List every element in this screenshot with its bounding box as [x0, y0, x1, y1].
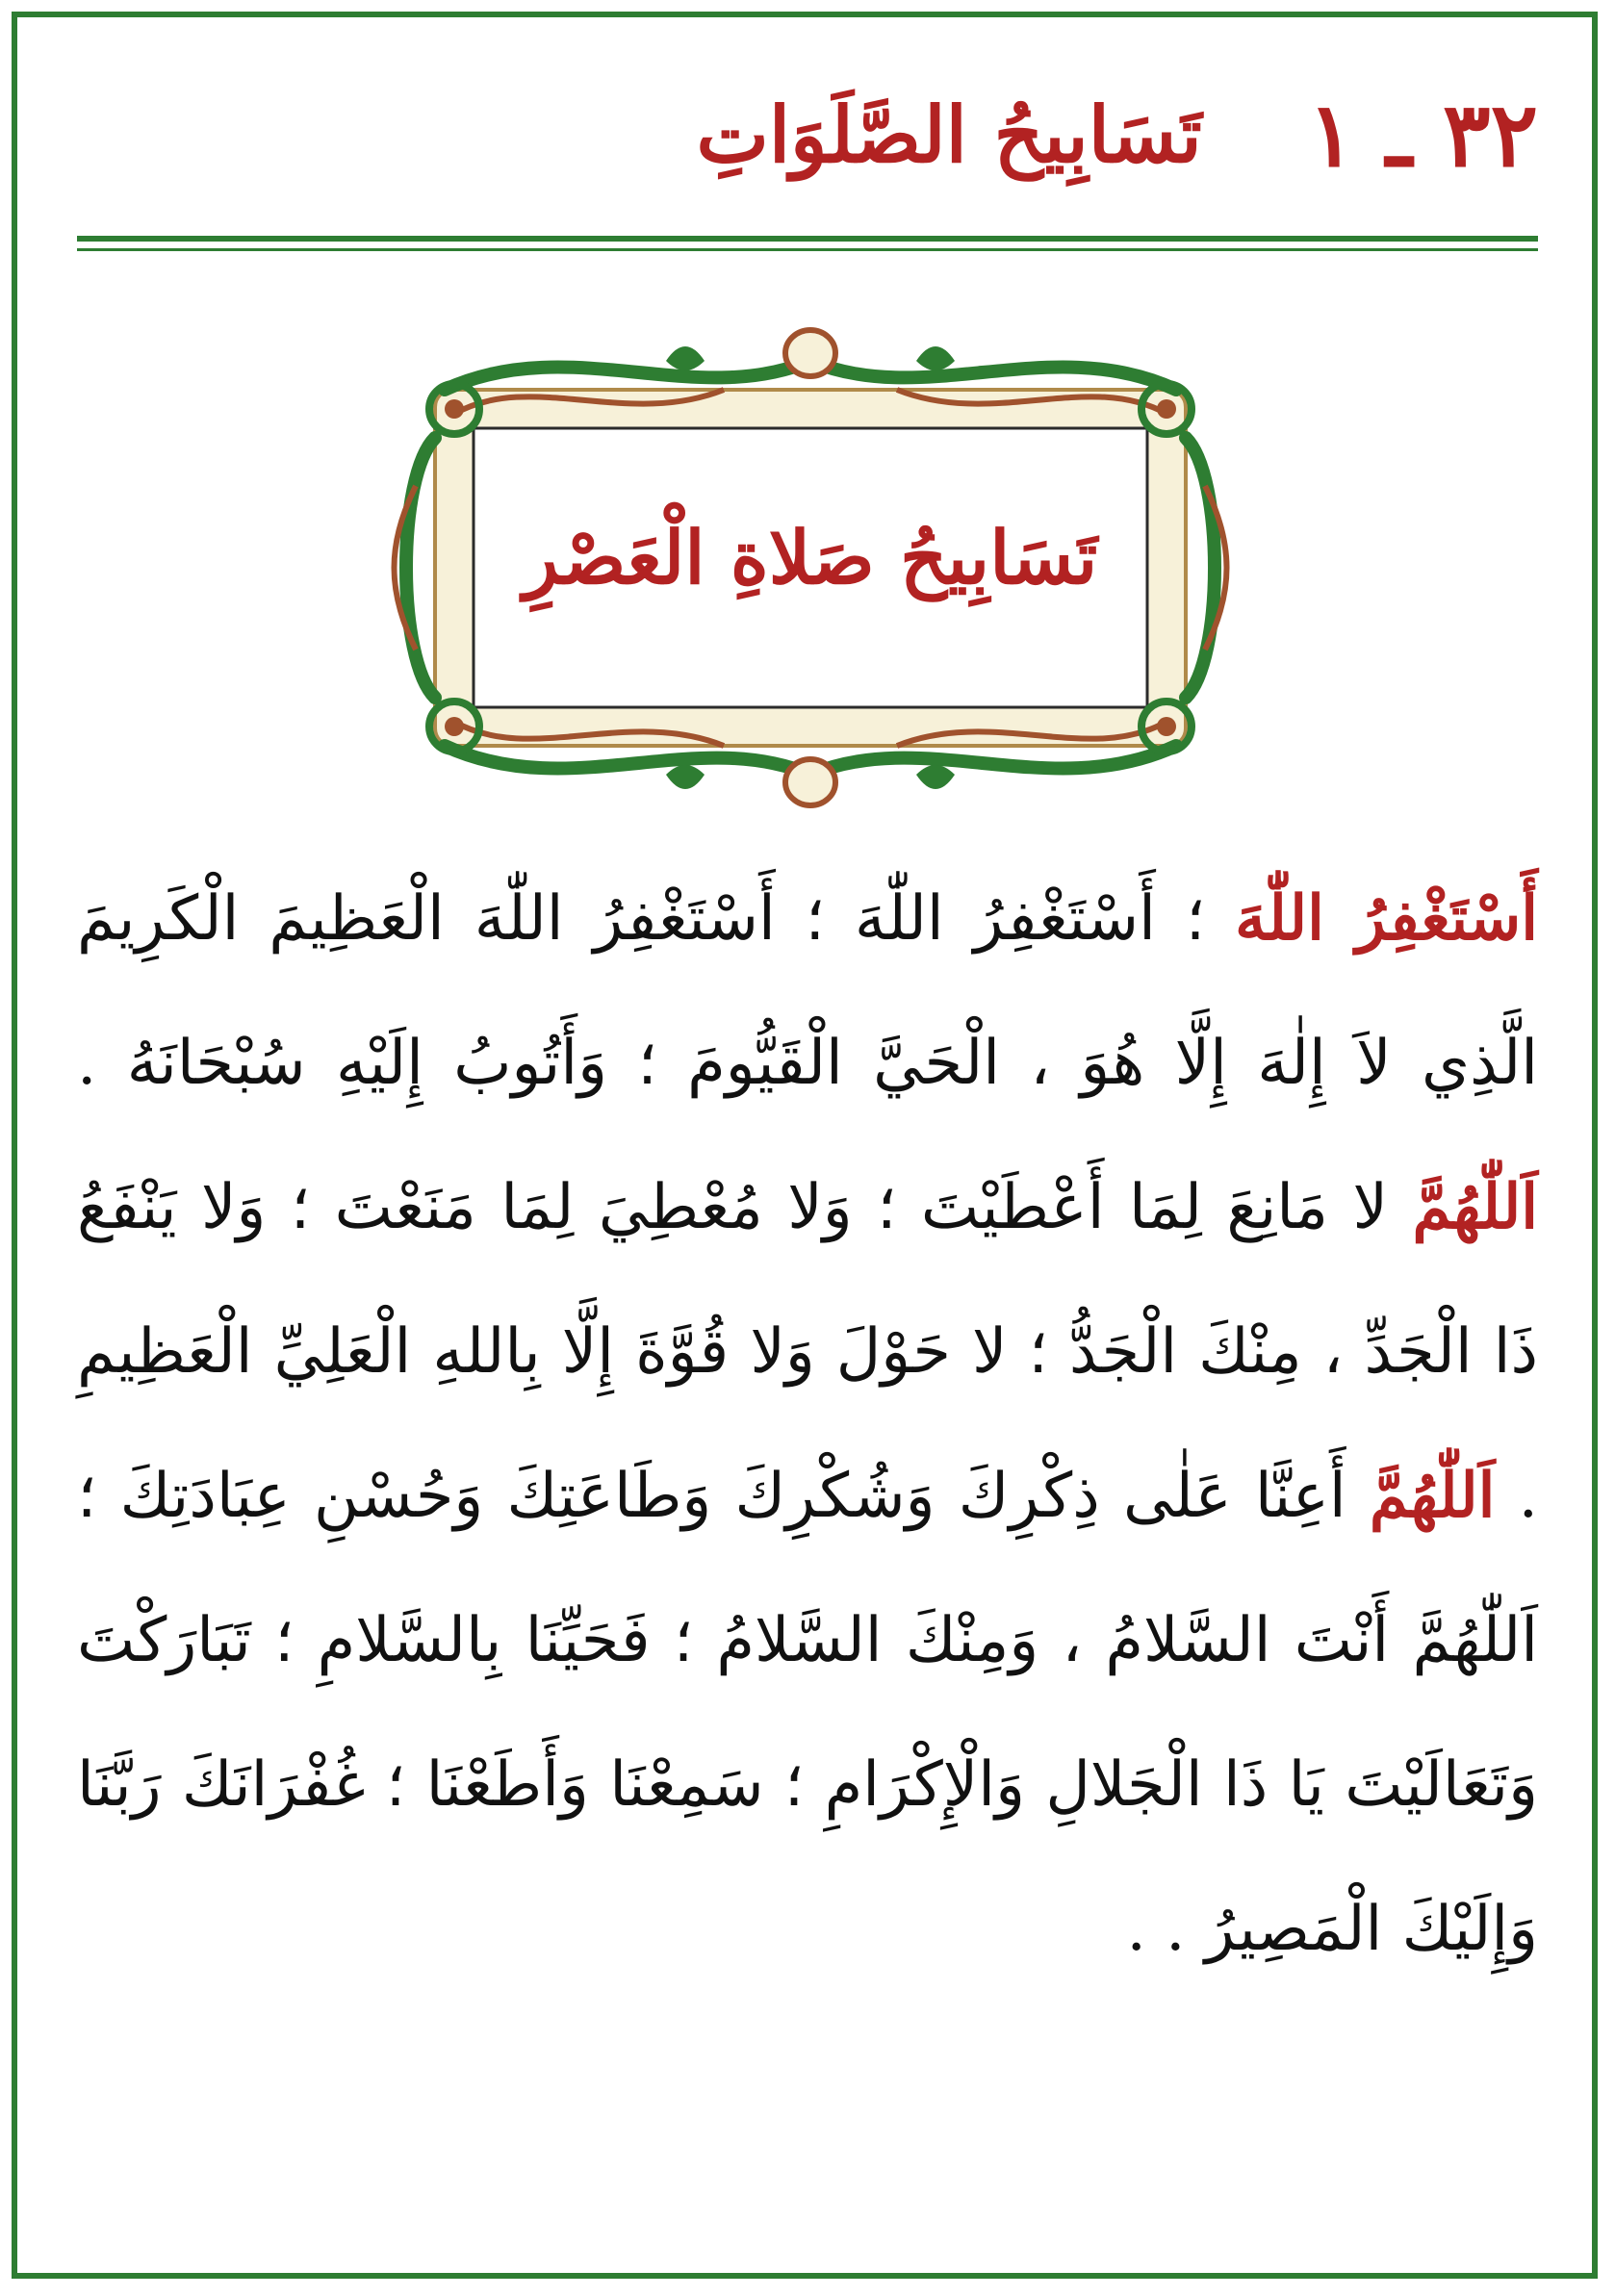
header-rule-thin	[77, 248, 1538, 251]
frame-title: تَسَابِيحُ صَلاةِ الْعَصْرِ	[523, 515, 1098, 600]
highlight-phrase: اَللّٰهُمَّ	[1412, 1171, 1538, 1243]
prayer-paragraph	[77, 847, 1538, 2002]
text-run: ؛ أَسْتَغْفِرُ اللّٰهَ ؛ أَسْتَغْفِرُ اللّٰهَ الْعَظِيمَ الْكَرِيمَ الَّذِي لاَ إِلٰهَ إِلَّا هُوَ ، الْحَيَّ الْقَيُّومَ ؛ وَأَتُوبُ إِلَيْهِ سُبْحَانَهُ .	[77, 883, 1538, 1099]
text-run: أَعِنَّا عَلٰى ذِكْرِكَ وَشُكْرِكَ وَطَاعَتِكَ وَحُسْنِ عِبَادَتِكَ ؛ اَللّٰهُمَّ أَنْتَ السَّلامُ ، وَمِنْكَ السَّلامُ ؛ فَحَيِّنَا بِالسَّلامِ ؛ تَبَارَكْتَ وَتَعَالَيْتَ يَا ذَا الْجَلالِ وَالْإِكْرَامِ ؛ سَمِعْنَا وَأَطَعْنَا ؛ غُفْرَانَكَ رَبَّنَا وَإِلَيْكَ الْمَصِيرُ . .	[77, 1461, 1538, 1965]
text-run: لا مَانِعَ لِمَا أَعْطَيْتَ ؛ وَلا مُعْطِيَ لِمَا مَنَعْتَ ؛ وَلا يَنْفَعُ ذَا الْجَدِّ ، مِنْكَ الْجَدُّ ؛ لا حَوْلَ وَلا قُوَّةَ إِلَّا بِاللهِ الْعَلِيِّ الْعَظِيمِ .	[77, 1172, 1538, 1532]
prayer-text	[77, 847, 1538, 2002]
highlight-phrase: اَللّٰهُمَّ	[1369, 1460, 1496, 1532]
ornamental-title-frame	[377, 322, 1243, 813]
page-header	[77, 77, 1538, 192]
header-rule	[77, 236, 1538, 242]
highlight-phrase: أَسْتَغْفِرُ اللّٰهَ	[1235, 882, 1539, 955]
section-title: تَسَابِيحُ الصَّلَوَاتِ	[696, 89, 1202, 180]
page-number: ٣٢ ـ ١	[1307, 83, 1538, 187]
